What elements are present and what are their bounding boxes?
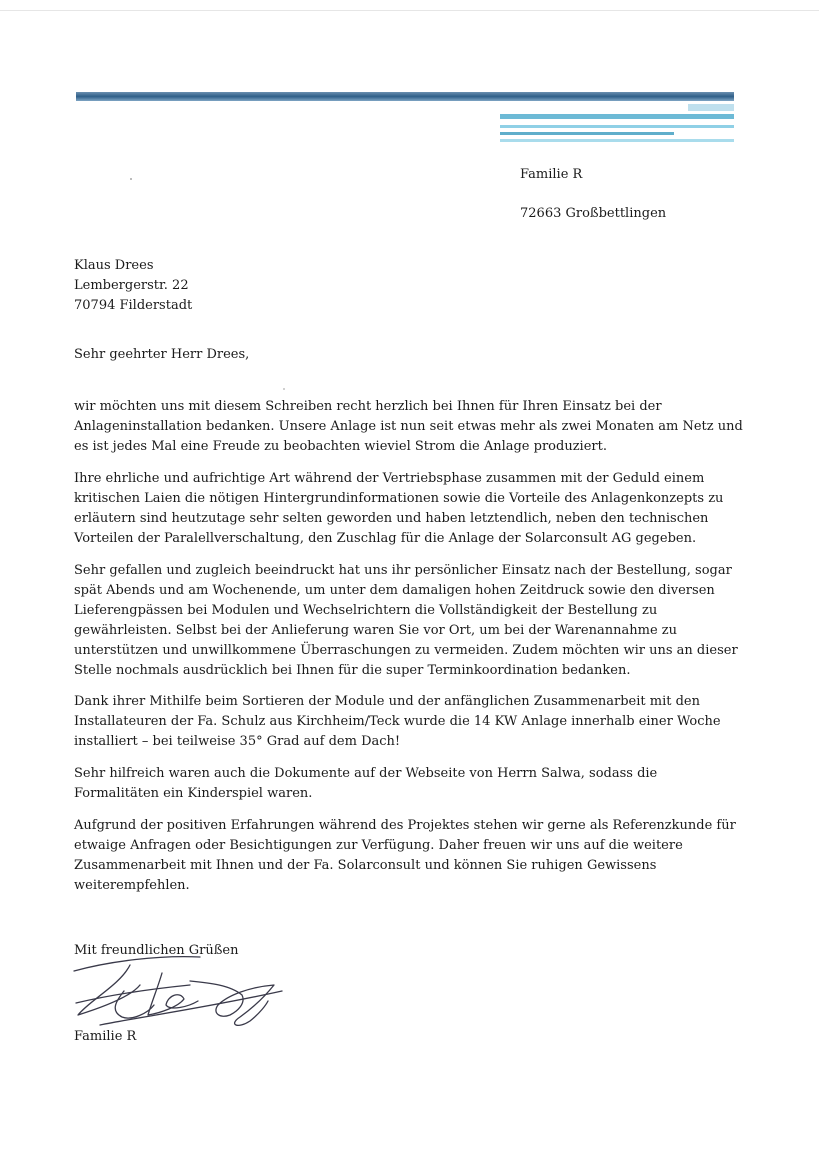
body-paragraph: Aufgrund der positiven Erfahrungen während des Projektes stehen wir gerne als Referenzkunde für etwaige Anfragen oder Besichtigungen zur Verfügung. Daher freuen wir uns auf die weitere Zusammenarbeit mit Ihnen und der Fa. Solarconsult und können Sie ruhigen Gewissens weiterempfehlen.: [74, 818, 736, 893]
sender-city: 72663 Großbettlingen: [520, 206, 667, 221]
recipient-name: Klaus Drees: [74, 258, 154, 273]
letterhead-accent-bar: [500, 132, 674, 135]
body-paragraph: Sehr gefallen und zugleich beeindruckt hat uns ihr persönlicher Einsatz nach der Bestellung, sogar spät Abends und am Wochenende, um unter dem damaligen hohen Zeitdruck sowie den diversen Lieferengpässen bei Modulen und Wechselrichtern die Vollständigkeit der Bestellung zu gewährleisten. Selbst bei der Anlieferung waren Sie vor Ort, um bei der Warenannahme zu unterstützen und unwillkommene Überraschungen zu vermeiden. Zudem möchten wir uns an dieser Stelle nochmals ausdrücklich bei Ihnen für die super Terminkoordination bedanken.: [74, 563, 738, 678]
salutation: Sehr geehrter Herr Drees,: [74, 347, 250, 362]
letterhead-accent-bar: [500, 125, 734, 128]
scan-speck: [283, 388, 285, 390]
scan-speck: [130, 178, 132, 180]
recipient-street: Lembergerstr. 22: [74, 278, 189, 293]
closing-phrase: Mit freundlichen Grüßen: [74, 943, 239, 958]
letterhead-pale-bar: [688, 104, 734, 111]
letterhead-accent-bar: [500, 139, 734, 142]
recipient-city: 70794 Filderstadt: [74, 298, 193, 313]
body-paragraph: Dank ihrer Mithilfe beim Sortieren der Module und der anfänglichen Zusammenarbeit mit den Installateuren der Fa. Schulz aus Kirchheim/Teck wurde die 14 KW Anlage innerhalb einer Woche installiert – bei teilweise 35° Grad auf dem Dach!: [74, 694, 721, 749]
letterhead-accent-bar: [500, 114, 734, 119]
body-paragraph: Ihre ehrliche und aufrichtige Art während der Vertriebsphase zusammen mit der Geduld einem kritischen Laien die nötigen Hintergrundinformationen sowie die Vorteile des Anlagenkonzepts zu erläutern sind heutzutage sehr selten geworden und haben letztendlich, neben den technischen Vorteilen der Paralellverschaltung, den Zuschlag für die Anlage der Solarconsult AG gegeben.: [74, 471, 724, 546]
recipient-address: [74, 256, 192, 316]
body-paragraph: wir möchten uns mit diesem Schreiben recht herzlich bei Ihnen für Ihren Einsatz bei der Anlageninstallation bedanken. Unsere Anlage ist nun seit etwas mehr als zwei Monaten am Netz und es ist jedes Mal eine Freude zu beobachten wieviel Strom die Anlage produziert.: [74, 399, 743, 454]
closing-name: Familie R: [74, 1029, 137, 1044]
scan-edge: [0, 10, 819, 11]
letterhead-main-bar: [76, 92, 734, 101]
body-paragraph: Sehr hilfreich waren auch die Dokumente auf der Webseite von Herrn Salwa, sodass die Formalitäten ein Kinderspiel waren.: [74, 766, 658, 801]
sender-name: Familie R: [520, 167, 583, 182]
